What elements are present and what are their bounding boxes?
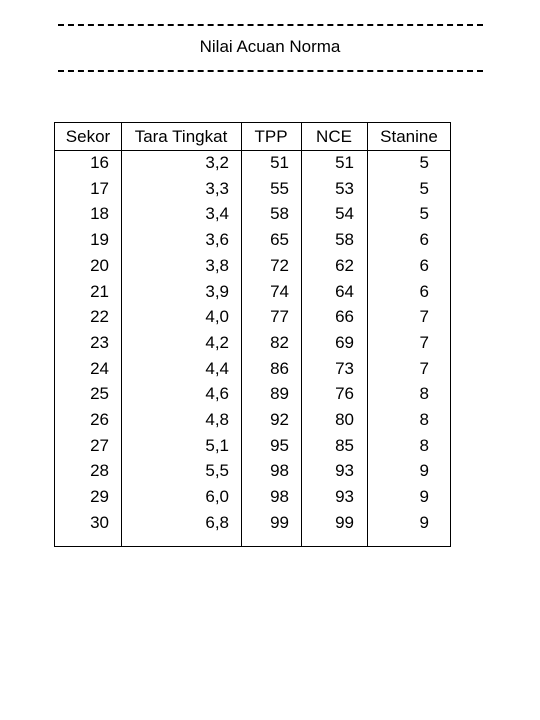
top-dashed-rule	[58, 24, 483, 26]
cell-nce: 51	[335, 153, 354, 172]
cell-nce: 80	[335, 410, 354, 429]
cell-tpp: 74	[270, 281, 289, 301]
header-rule	[55, 150, 450, 151]
cell-nce: 69	[335, 332, 354, 352]
cell-stanine: 8	[419, 410, 429, 429]
cell-sekor: 17	[90, 178, 109, 198]
header-stanine: Stanine	[380, 127, 438, 146]
page-title: Nilai Acuan Norma	[199, 37, 341, 56]
cell-tpp: 99	[270, 512, 289, 532]
cell-tara-tingkat: 3,2	[205, 153, 229, 172]
cell-nce: 64	[335, 281, 354, 301]
cell-stanine: 6	[419, 230, 429, 250]
cell-stanine: 5	[419, 178, 429, 198]
cell-stanine: 7	[419, 307, 429, 327]
cell-tara-tingkat: 3,8	[205, 255, 229, 275]
cell-tpp: 98	[270, 461, 289, 481]
cell-stanine: 8	[419, 435, 429, 455]
cell-tara-tingkat: 3,6	[205, 230, 229, 250]
cell-tara-tingkat: 5,5	[205, 461, 229, 481]
cell-nce: 54	[335, 204, 354, 224]
cell-tpp: 55	[270, 178, 289, 198]
cell-sekor: 28	[90, 461, 109, 481]
norm-reference-table	[54, 122, 451, 547]
cell-nce: 76	[335, 384, 354, 404]
cell-tara-tingkat: 6,8	[205, 512, 229, 532]
cell-tpp: 82	[270, 332, 289, 352]
cell-tara-tingkat: 6,0	[205, 487, 229, 507]
cell-stanine: 6	[419, 255, 429, 275]
cell-stanine: 9	[419, 461, 429, 481]
cell-nce: 53	[335, 178, 354, 198]
cell-stanine: 7	[419, 332, 429, 352]
header-tpp: TPP	[254, 127, 288, 146]
cell-tara-tingkat: 4,4	[205, 358, 229, 378]
header-tara-tingkat: Tara Tingkat	[134, 127, 228, 146]
bottom-dashed-rule	[58, 70, 483, 72]
cell-tara-tingkat: 3,9	[205, 281, 229, 301]
cell-tara-tingkat: 4,2	[205, 332, 229, 352]
cell-sekor: 24	[90, 358, 109, 378]
cell-tpp: 89	[270, 384, 289, 404]
cell-sekor: 30	[90, 512, 109, 532]
cell-tara-tingkat: 4,0	[205, 307, 229, 327]
cell-sekor: 21	[90, 281, 109, 301]
cell-tpp: 86	[270, 358, 289, 378]
cell-tpp: 77	[270, 307, 289, 327]
cell-tpp: 95	[270, 435, 289, 455]
cell-sekor: 20	[90, 255, 109, 275]
cell-tara-tingkat: 4,8	[205, 410, 229, 429]
cell-nce: 93	[335, 487, 354, 507]
cell-nce: 62	[335, 255, 354, 275]
cell-sekor: 23	[90, 332, 109, 352]
cell-sekor: 29	[90, 487, 109, 507]
cell-tpp: 72	[270, 255, 289, 275]
cell-sekor: 22	[90, 307, 109, 327]
cell-tpp: 92	[270, 410, 289, 429]
cell-nce: 99	[335, 512, 354, 532]
cell-stanine: 5	[419, 153, 429, 172]
cell-tpp: 51	[270, 153, 289, 172]
cell-sekor: 16	[90, 153, 109, 172]
cell-tpp: 58	[270, 204, 289, 224]
cell-nce: 93	[335, 461, 354, 481]
cell-nce: 85	[335, 435, 354, 455]
cell-stanine: 9	[419, 512, 429, 532]
cell-tara-tingkat: 3,3	[205, 178, 229, 198]
cell-tara-tingkat: 4,6	[205, 384, 229, 404]
cell-nce: 73	[335, 358, 354, 378]
cell-sekor: 27	[90, 435, 109, 455]
cell-stanine: 5	[419, 204, 429, 224]
header-nce: NCE	[316, 127, 352, 146]
cell-sekor: 25	[90, 384, 109, 404]
cell-stanine: 8	[419, 384, 429, 404]
cell-sekor: 19	[90, 230, 109, 250]
cell-tpp: 65	[270, 230, 289, 250]
cell-nce: 58	[335, 230, 354, 250]
header-sekor: Sekor	[65, 127, 111, 146]
cell-tpp: 98	[270, 487, 289, 507]
cell-nce: 66	[335, 307, 354, 327]
cell-sekor: 18	[90, 204, 109, 224]
cell-tara-tingkat: 3,4	[205, 204, 229, 224]
cell-tara-tingkat: 5,1	[205, 435, 229, 455]
cell-sekor: 26	[90, 410, 109, 429]
cell-stanine: 9	[419, 487, 429, 507]
cell-stanine: 7	[419, 358, 429, 378]
cell-stanine: 6	[419, 281, 429, 301]
